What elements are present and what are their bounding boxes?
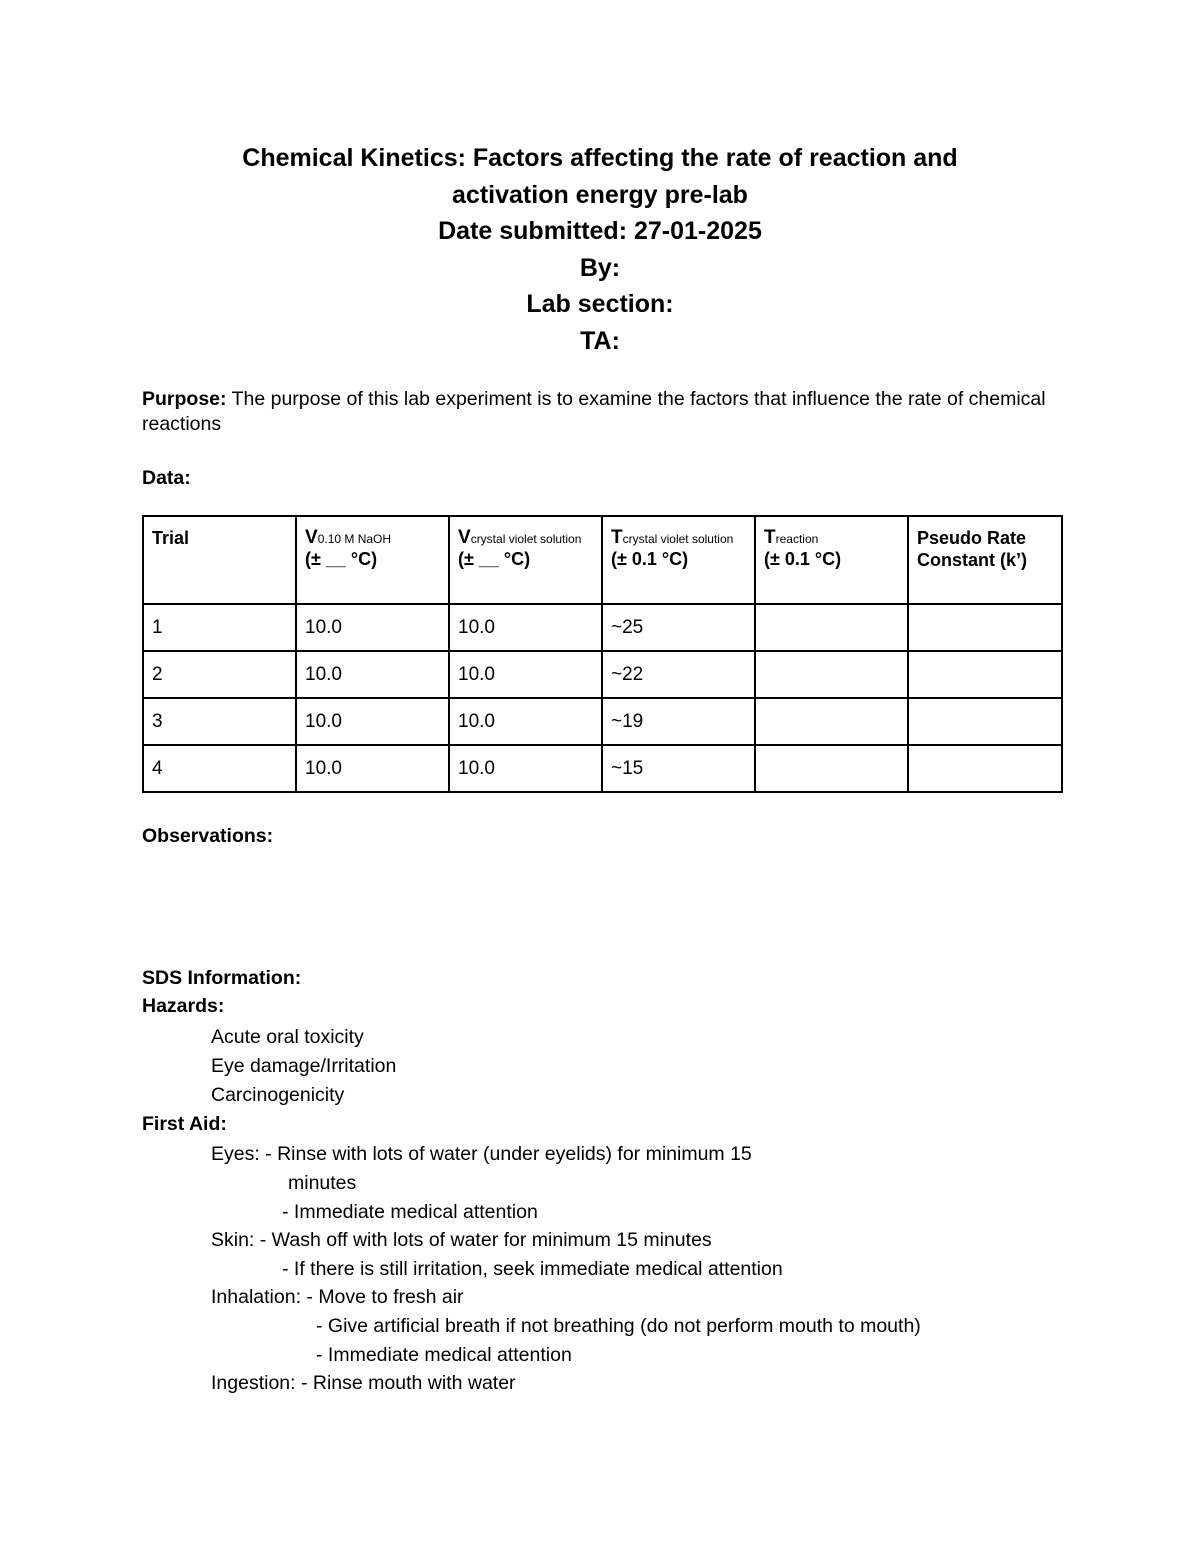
cell-rate-constant [908, 745, 1062, 792]
hazards-heading: Hazards: [142, 995, 225, 1017]
cell-t-reaction [755, 698, 908, 745]
header-rate-constant: Pseudo Rate Constant (k’) [908, 516, 1062, 604]
purpose-text: The purpose of this lab experiment is to examine the factors that influence the rate of chemical reactions [142, 388, 1046, 435]
observations-heading: Observations: [142, 825, 274, 847]
cell-v-naoh: 10.0 [296, 604, 449, 651]
cell-t-crystal-violet: ~19 [602, 698, 755, 745]
first-aid-line: minutes [288, 1172, 357, 1194]
purpose-paragraph [142, 387, 1062, 437]
cell-t-reaction [755, 604, 908, 651]
hazard-item: Acute oral toxicity [211, 1026, 364, 1048]
cell-rate-constant [908, 604, 1062, 651]
sds-heading: SDS Information: [142, 967, 302, 989]
title-block [0, 140, 1200, 359]
cell-rate-constant [908, 651, 1062, 698]
first-aid-line: - Immediate medical attention [282, 1201, 538, 1223]
cell-v-naoh: 10.0 [296, 745, 449, 792]
cell-rate-constant [908, 698, 1062, 745]
cell-trial: 2 [143, 651, 296, 698]
first-aid-line: Ingestion: - Rinse mouth with water [211, 1372, 516, 1394]
cell-t-reaction [755, 651, 908, 698]
cell-t-crystal-violet: ~22 [602, 651, 755, 698]
title-line-1: Chemical Kinetics: Factors affecting the rate of reaction and [242, 144, 958, 172]
first-aid-line: Skin: - Wash off with lots of water for minimum 15 minutes [211, 1229, 712, 1251]
date-submitted: Date submitted: 27-01-2025 [438, 217, 762, 245]
table-row [143, 745, 1062, 792]
author-line: By: [579, 253, 621, 282]
table-row [143, 604, 1062, 651]
hazard-item: Eye damage/Irritation [211, 1055, 397, 1077]
first-aid-line: - If there is still irritation, seek immediate medical attention [282, 1258, 783, 1280]
hazard-item: Carcinogenicity [211, 1084, 345, 1106]
cell-t-crystal-violet: ~15 [602, 745, 755, 792]
cell-v-crystal-violet: 10.0 [449, 698, 602, 745]
cell-t-reaction [755, 745, 908, 792]
lab-section-line: Lab section: [526, 290, 674, 318]
first-aid-line: - Give artificial breath if not breathing (do not perform mouth to mouth) [316, 1315, 921, 1337]
purpose-label: Purpose: [142, 388, 227, 410]
data-heading: Data: [142, 467, 191, 489]
first-aid-heading: First Aid: [142, 1113, 227, 1135]
table-row [143, 698, 1062, 745]
cell-v-crystal-violet: 10.0 [449, 745, 602, 792]
first-aid-line: Eyes: - Rinse with lots of water (under eyelids) for minimum 15 [211, 1143, 752, 1165]
table-header-row [143, 516, 1062, 604]
title-line-2: activation energy pre-lab [452, 180, 748, 209]
header-t-reaction: Treaction (± 0.1 °C) [755, 516, 908, 604]
cell-trial: 3 [143, 698, 296, 745]
first-aid-line: Inhalation: - Move to fresh air [211, 1286, 464, 1308]
cell-trial: 1 [143, 604, 296, 651]
header-trial: Trial [143, 516, 296, 604]
cell-trial: 4 [143, 745, 296, 792]
header-t-crystal-violet: Tcrystal violet solution (± 0.1 °C) [602, 516, 755, 604]
first-aid-line: - Immediate medical attention [316, 1344, 572, 1366]
header-v-naoh: V0.10 M NaOH (± __ °C) [296, 516, 449, 604]
cell-v-crystal-violet: 10.0 [449, 651, 602, 698]
cell-t-crystal-violet: ~25 [602, 604, 755, 651]
cell-v-naoh: 10.0 [296, 698, 449, 745]
cell-v-naoh: 10.0 [296, 651, 449, 698]
ta-line: TA: [580, 326, 620, 355]
table-row [143, 651, 1062, 698]
header-v-crystal-violet: Vcrystal violet solution (± __ °C) [449, 516, 602, 604]
data-table [142, 515, 1063, 793]
cell-v-crystal-violet: 10.0 [449, 604, 602, 651]
